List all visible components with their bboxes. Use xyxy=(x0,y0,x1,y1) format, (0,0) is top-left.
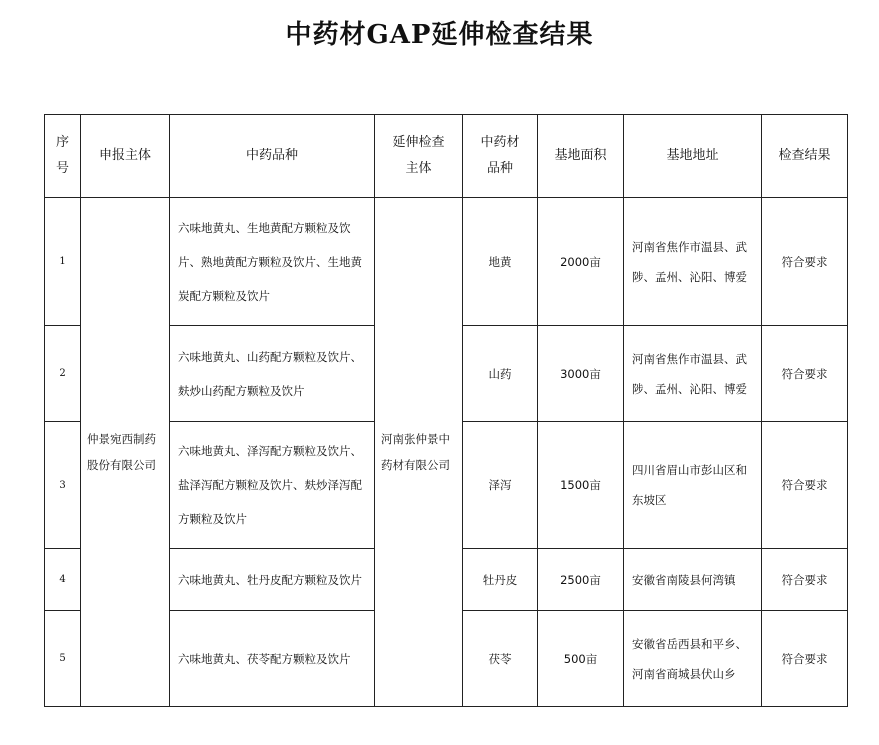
header-seq: 序 号 xyxy=(45,115,81,198)
cell-result: 符合要求 xyxy=(762,198,848,326)
cell-result: 符合要求 xyxy=(762,549,848,611)
cell-applicant: 仲景宛西制药股份有限公司 xyxy=(81,198,170,707)
cell-seq: 1 xyxy=(45,198,81,326)
cell-address: 河南省焦作市温县、武陟、孟州、沁阳、博爱 xyxy=(624,326,762,422)
cell-herb: 泽泻 xyxy=(463,422,538,549)
header-result: 检查结果 xyxy=(762,115,848,198)
cell-seq: 4 xyxy=(45,549,81,611)
cell-product: 六味地黄丸、牡丹皮配方颗粒及饮片 xyxy=(170,549,375,611)
table-row xyxy=(45,198,848,326)
cell-area: 500亩 xyxy=(538,611,624,707)
cell-area: 1500亩 xyxy=(538,422,624,549)
header-area: 基地面积 xyxy=(538,115,624,198)
header-product: 中药品种 xyxy=(170,115,375,198)
header-applicant: 申报主体 xyxy=(81,115,170,198)
cell-product: 六味地黄丸、泽泻配方颗粒及饮片、盐泽泻配方颗粒及饮片、麸炒泽泻配方颗粒及饮片 xyxy=(170,422,375,549)
inspection-results-table xyxy=(44,114,848,707)
cell-product: 六味地黄丸、茯苓配方颗粒及饮片 xyxy=(170,611,375,707)
cell-area: 3000亩 xyxy=(538,326,624,422)
cell-area: 2000亩 xyxy=(538,198,624,326)
cell-result: 符合要求 xyxy=(762,422,848,549)
cell-inspected-entity: 河南张仲景中药材有限公司 xyxy=(375,198,463,707)
cell-result: 符合要求 xyxy=(762,326,848,422)
cell-herb: 茯苓 xyxy=(463,611,538,707)
cell-result: 符合要求 xyxy=(762,611,848,707)
cell-product: 六味地黄丸、山药配方颗粒及饮片、麸炒山药配方颗粒及饮片 xyxy=(170,326,375,422)
cell-seq: 2 xyxy=(45,326,81,422)
cell-address: 河南省焦作市温县、武陟、孟州、沁阳、博爱 xyxy=(624,198,762,326)
cell-seq: 3 xyxy=(45,422,81,549)
page-title: 中药材GAP延伸检查结果 xyxy=(285,20,594,50)
cell-address: 四川省眉山市彭山区和东坡区 xyxy=(624,422,762,549)
cell-seq: 5 xyxy=(45,611,81,707)
header-address: 基地地址 xyxy=(624,115,762,198)
header-herb: 中药材 品种 xyxy=(463,115,538,198)
cell-herb: 牡丹皮 xyxy=(463,549,538,611)
cell-address: 安徽省岳西县和平乡、河南省商城县伏山乡 xyxy=(624,611,762,707)
header-inspected-entity: 延伸检查 主体 xyxy=(375,115,463,198)
cell-product: 六味地黄丸、生地黄配方颗粒及饮片、熟地黄配方颗粒及饮片、生地黄炭配方颗粒及饮片 xyxy=(170,198,375,326)
table-header-row xyxy=(45,115,848,198)
cell-herb: 地黄 xyxy=(463,198,538,326)
cell-herb: 山药 xyxy=(463,326,538,422)
cell-address: 安徽省南陵县何湾镇 xyxy=(624,549,762,611)
cell-area: 2500亩 xyxy=(538,549,624,611)
